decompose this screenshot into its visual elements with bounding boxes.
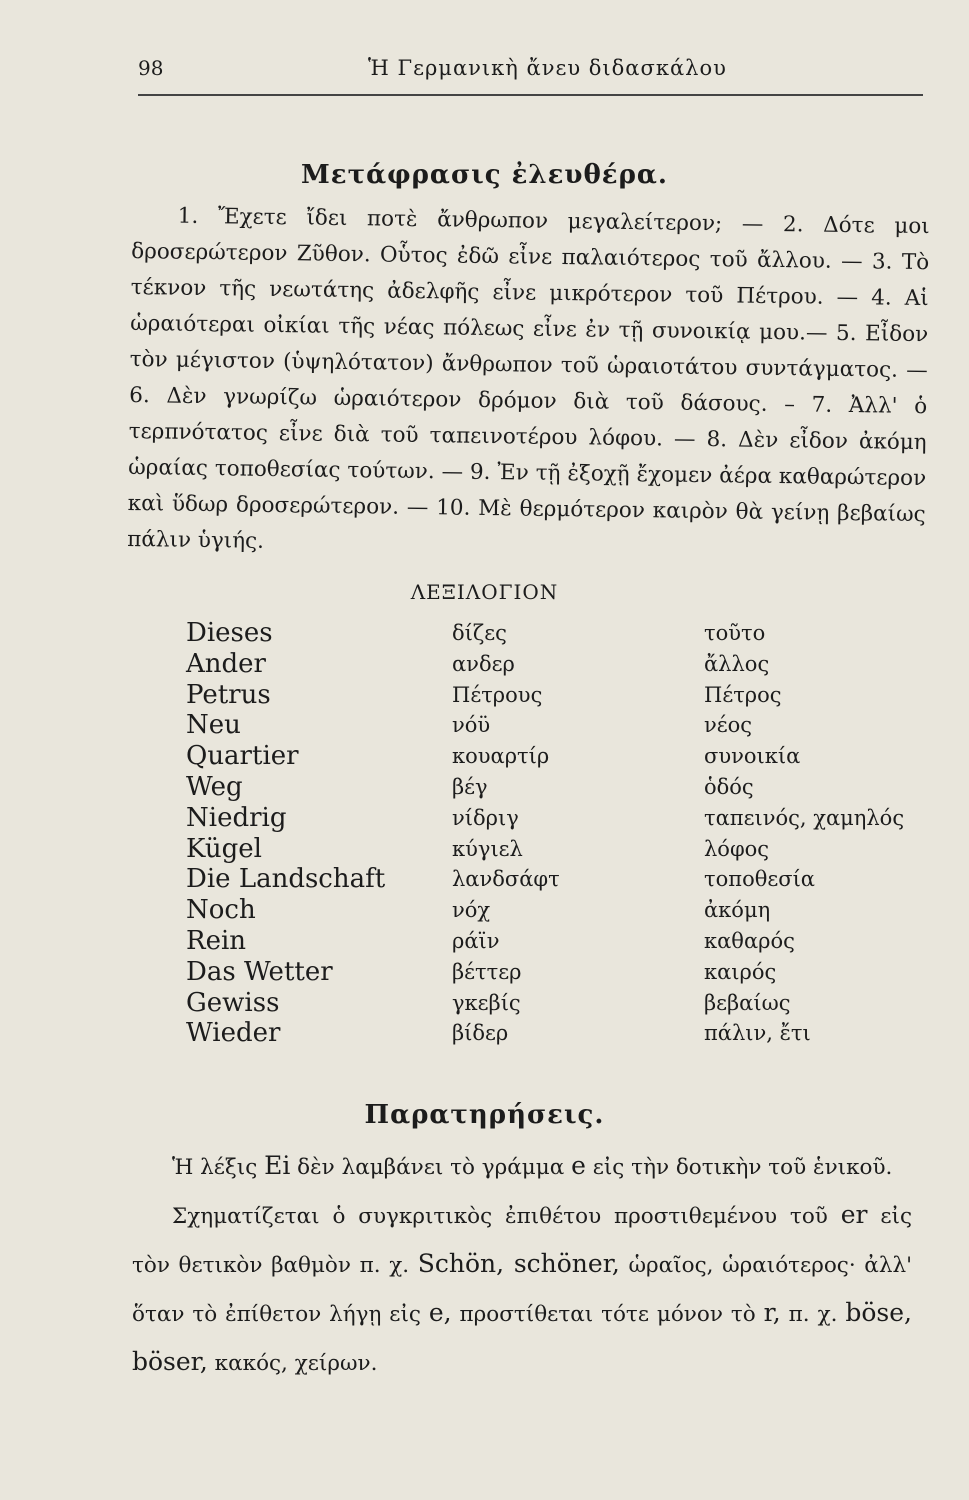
vocab-greek: ἀκόμη [704,898,771,923]
page-header [138,52,923,92]
vocab-german: Wieder [186,1018,281,1049]
vocab-row [186,988,926,1019]
notes-section [132,1142,912,1387]
vocab-greek: πάλιν, ἔτι [704,1021,811,1046]
german-word: Schön, schöner, [417,1249,620,1278]
vocab-pronunciation: Πέτρους [452,682,543,707]
note-text: π. χ. [780,1302,846,1327]
note-text: ὡραῖος, ὡραιότερος· ἀλλ' ὅταν τὸ ἐπίθετον λήγῃ εἰς [132,1253,912,1327]
vocab-pronunciation: νόχ [452,898,491,923]
vocab-greek: συνοικία [704,744,801,769]
vocabulary-title: ΛΕΞΙΛΟΓΙΟΝ [410,580,559,604]
note-paragraph [132,1142,912,1191]
vocab-greek: ταπεινός, χαμηλός [704,805,905,830]
vocab-pronunciation: βίδερ [452,1021,509,1046]
vocab-greek: καιρός [704,959,777,984]
vocab-greek: ὁδός [704,774,754,799]
vocab-pronunciation: κύγιελ [452,836,523,861]
vocab-row [186,895,926,926]
note-text: κακός, χείρων. [207,1351,378,1376]
vocab-german: Weg [186,771,243,802]
note-text: εἰς τὴν δοτικὴν τοῦ ἑνικοῦ. [585,1155,893,1180]
german-word: böse, böser, [132,1298,912,1376]
vocab-german: Kügel [186,833,262,864]
note-text: Ἡ λέξις [172,1155,265,1180]
translation-exercise [127,198,930,569]
vocab-row [186,710,926,741]
vocab-row [186,957,926,988]
vocab-row [186,772,926,803]
vocab-pronunciation: γκεβίς [452,990,521,1015]
vocab-greek: βεβαίως [704,990,791,1015]
vocab-german: Gewiss [186,987,280,1018]
vocab-german: Neu [186,710,241,741]
german-word: Ei [264,1151,291,1180]
vocab-row [186,618,926,649]
vocab-greek: λόφος [704,836,770,861]
german-word: e [571,1151,586,1180]
vocab-greek: Πέτρος [704,682,782,707]
vocab-row [186,834,926,865]
german-word: er [840,1200,868,1229]
translation-text: 1. Ἔχετε ἴδει ποτὲ ἄνθρωπον μεγαλείτερον; — 2. Δότε μοι δροσερώτερον Ζῦθον. Οὗτος ἐδῶ εἶνε παλαιότερος τοῦ ἄλλου. — 3. Τὸ τέκνον τῆς νεωτάτης ἀδελφῆς εἶνε μικρότερον τοῦ Πέτρου. — 4. Αἱ ὡραιότεραι οἰκίαι τῆς νέας πόλεως εἶνε ἐν τῇ συνοικίᾳ μου.— 5. Εἶδον τὸν μέγιστον (ὑψηλότατον) ἄνθρωπον τοῦ ὡραιοτάτου συντάγματος. — 6. Δὲν γνωρίζω ὡραιότερον δρόμον διὰ τοῦ δάσους. – 7. Ἀλλ' ὁ τερπνότατος εἶνε διὰ τοῦ ταπεινοτέρου λόφου. — 8. Δὲν εἶδον ἀκόμη ὡραίας τοποθεσίας τούτων. — 9. Ἐν τῇ ἐξοχῇ ἔχομεν ἀέρα καθαρώτερον καὶ ὕδωρ δροσερώτερον. — 10. Μὲ θερμότερον καιρὸν θὰ γείνῃ βεβαίως πάλιν ὑγιής. [127,203,930,554]
page-number: 98 [138,56,164,80]
vocab-row [186,680,926,711]
header-rule [138,94,923,96]
vocab-german: Das Wetter [186,956,333,987]
vocab-greek: νέος [704,713,753,738]
vocab-german: Quartier [186,741,299,772]
vocab-german: Petrus [186,679,271,710]
vocab-row [186,1018,926,1049]
vocabulary-table [186,618,926,1049]
vocab-german: Rein [186,925,247,956]
note-paragraph [132,1191,912,1387]
translation-heading: Μετάφρασις ἐλευθέρα. [301,160,668,190]
vocab-greek: ἄλλος [704,651,770,676]
running-title: Ἡ Γερμανικὴ ἄνευ διδασκάλου [368,56,727,80]
vocab-pronunciation: λανδσάφτ [452,867,560,892]
vocab-pronunciation: ράϊν [452,928,500,953]
vocab-german: Noch [186,895,256,926]
vocab-greek: τοῦτο [704,621,766,645]
vocab-greek: τοποθεσία [704,867,815,892]
note-text: Σχηματίζεται ὁ συγκριτικὸς ἐπιθέτου προστιθεμένου τοῦ [172,1204,841,1229]
vocab-pronunciation: βέττερ [452,959,522,984]
vocab-pronunciation: νίδριγ [452,805,519,830]
vocab-row [186,741,926,772]
vocab-row [186,926,926,957]
vocab-pronunciation: ανδερ [452,651,515,676]
german-word: r, [763,1298,781,1327]
note-text: προστίθεται τότε μόνον τὸ [451,1302,764,1327]
vocab-german: Niedrig [186,802,287,833]
note-text: δὲν λαμβάνει τὸ γράμμα [290,1155,572,1180]
vocab-pronunciation: δίζες [452,621,507,645]
note-text: εἰς τὸν θετικὸν βαθμὸν π. χ. [132,1204,912,1278]
vocab-row [186,864,926,895]
vocab-pronunciation: κουαρτίρ [452,744,550,769]
notes-heading: Παρατηρήσεις. [364,1100,605,1130]
vocab-german: Die Landschaft [186,864,386,895]
vocab-row [186,649,926,680]
german-word: e, [428,1298,452,1327]
vocab-row [186,803,926,834]
vocab-german: Dieses [186,618,273,648]
vocab-pronunciation: νόϋ [452,713,491,738]
vocab-german: Ander [186,648,266,679]
vocab-greek: καθαρός [704,928,795,953]
vocab-pronunciation: βέγ [452,774,488,799]
